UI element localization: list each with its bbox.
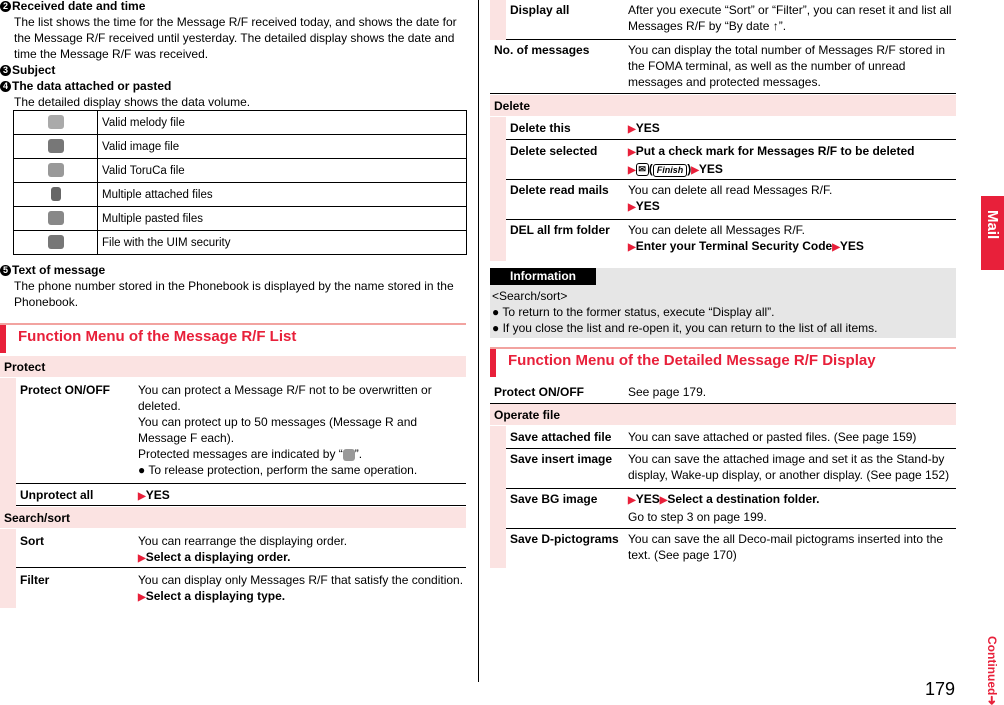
group-delete: Delete <box>490 95 956 117</box>
lock-icon <box>343 449 355 461</box>
table-row: Valid image file <box>14 135 467 159</box>
menu-row-unprotect-all[interactable]: Unprotect all ▶YES <box>16 484 466 506</box>
arrow-icon: ▶ <box>138 592 146 603</box>
menu-row-save-bg[interactable]: Save BG image ▶YES▶Select a destination folder. Go to step 3 on page 199. <box>506 489 956 529</box>
info-title: <Search/sort> <box>492 289 568 303</box>
side-tab-mail[interactable]: Mail <box>981 196 1004 270</box>
arrow-icon: ▶ <box>138 553 146 564</box>
menu-row-no-messages[interactable]: No. of messages You can display the total number of Messages R/F stored in the FOMA terminal, as well as the number of unread messages and protected messages. <box>490 40 956 94</box>
column-divider <box>478 0 479 682</box>
group-protect: Protect <box>0 356 466 378</box>
melody-icon <box>48 115 64 129</box>
icon-table <box>13 110 467 255</box>
menu-row-save-attached[interactable]: Save attached file You can save attached or pasted files. (See page 159) <box>506 426 956 449</box>
item-5-title: 5 Text of message <box>0 262 105 278</box>
attachments-icon <box>51 187 61 201</box>
arrow-icon: ▶ <box>691 165 699 176</box>
arrow-icon: ▶ <box>659 495 668 506</box>
table-row: Valid ToruCa file <box>14 159 467 183</box>
section-header-list-menu: Function Menu of the Message R/F List <box>0 323 466 353</box>
group-operate-file: Operate file <box>490 404 956 426</box>
uim-security-icon <box>48 235 64 249</box>
item-5-body: The phone number stored in the Phonebook is displayed by the name stored in the Phonebook. <box>14 279 454 309</box>
continued-label: Continued➜ <box>985 636 999 705</box>
arrow-icon: ▶ <box>628 495 636 506</box>
item-3-title: 3 Subject <box>0 62 55 78</box>
item-2-title: 2 Received date and time <box>0 0 145 14</box>
table-row: Valid melody file <box>14 111 467 135</box>
info-item: ● To return to the former status, execute “Display all”. <box>492 305 775 319</box>
page-number: 179 <box>925 679 956 699</box>
menu-row-save-insert[interactable]: Save insert image You can save the attached image and set it as the Stand-by display, Wake-up display, or another display. (See page 152) <box>506 449 956 489</box>
arrow-icon: ▶ <box>628 202 636 213</box>
menu-row-protect-2[interactable]: Protect ON/OFF See page 179. <box>490 381 956 404</box>
menu-row-sort[interactable]: Sort You can rearrange the displaying order. ▶Select a displaying order. <box>16 529 466 568</box>
menu-row-save-dpic[interactable]: Save D-pictograms You can save the all Deco-mail pictograms inserted into the text. (See page 170) <box>510 532 944 562</box>
mail-key-icon: ✉ <box>636 163 649 176</box>
left-column <box>0 0 470 698</box>
item-2-body: The list shows the time for the Message R/F received today, and shows the date for the Message R/F received until yesterday. The detailed display shows the date and time the Message R/F was received. <box>14 15 457 61</box>
group-search-sort: Search/sort <box>0 507 466 529</box>
arrow-icon: ▶ <box>628 124 636 135</box>
arrow-icon: ▶ <box>628 165 636 176</box>
arrow-icon: ▶ <box>628 242 636 253</box>
menu-row-delete-this[interactable]: Delete this ▶YES <box>506 117 956 140</box>
continued-arrow-icon: ➜ <box>985 695 999 705</box>
right-column <box>490 0 958 698</box>
menu-row-filter[interactable]: Filter You can display only Messages R/F that satisfy the condition. ▶Select a displaying type. <box>20 573 464 603</box>
item-4-body: The detailed display shows the data volume. <box>14 95 251 109</box>
arrow-icon: ▶ <box>832 242 840 253</box>
arrow-icon: ▶ <box>138 491 146 502</box>
information-box <box>490 268 956 338</box>
table-row: Multiple attached files <box>14 183 467 207</box>
image-icon <box>48 139 64 153</box>
menu-row-delete-selected[interactable]: Delete selected ▶Put a check mark for Messages R/F to be deleted ▶ ✉ ( Finish )▶YES <box>506 140 956 180</box>
section-header-detail-menu: Function Menu of the Detailed Message R/F Display <box>490 347 956 377</box>
menu-row-display-all[interactable]: Display all After you execute “Sort” or “Filter”, you can reset it and list all Messages R/F by “By date ↑”. <box>506 0 956 40</box>
item-4-title: 4 The data attached or pasted <box>0 78 171 94</box>
toruca-icon <box>48 163 64 177</box>
finish-key: Finish <box>653 164 688 177</box>
information-tag: Information <box>490 268 596 285</box>
pasted-icon <box>48 211 64 225</box>
arrow-icon: ▶ <box>628 147 636 158</box>
table-row: File with the UIM security <box>14 231 467 255</box>
info-item: ● If you close the list and re-open it, you can return to the list of all items. <box>492 321 878 335</box>
menu-row-delete-read[interactable]: Delete read mails You can delete all read Messages R/F. ▶YES <box>506 180 956 220</box>
menu-row-protect[interactable]: Protect ON/OFF You can protect a Message R/F not to be overwritten or deleted. You can protect up to 50 messages (Message R and Message F each). Protected messages are indicated by “ ”. ● To release protection, perform the same operation. <box>16 378 466 484</box>
menu-row-del-all-folder[interactable]: DEL all frm folder You can delete all Messages R/F. ▶Enter your Terminal Security Code▶YES <box>510 223 864 253</box>
table-row: Multiple pasted files <box>14 207 467 231</box>
